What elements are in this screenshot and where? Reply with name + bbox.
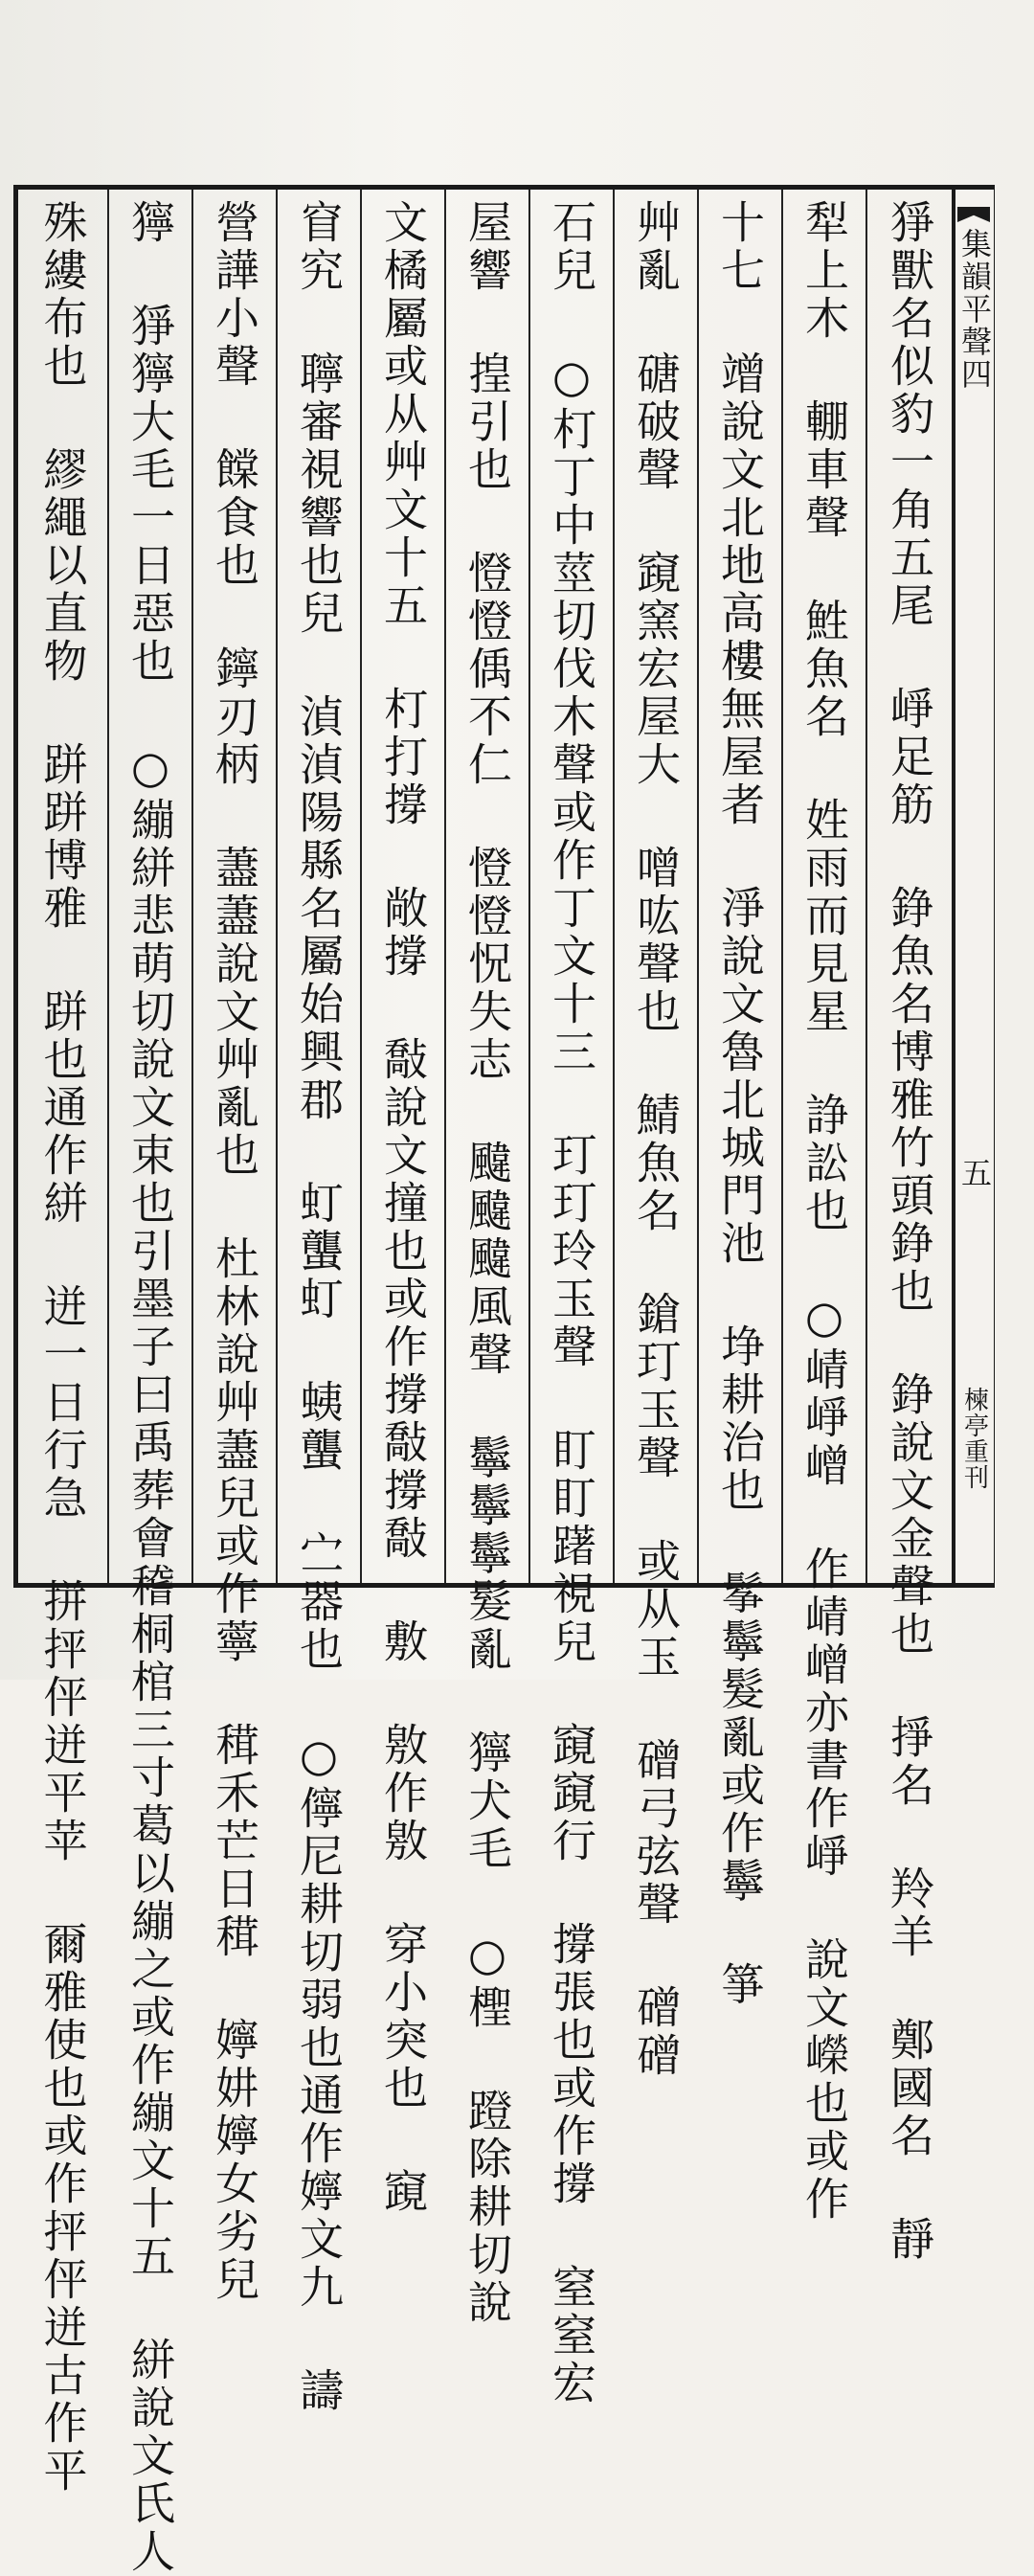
center-margin-column xyxy=(952,190,994,1583)
text-frame xyxy=(13,185,995,2576)
column-text: 營譁小聲 饓食也 鑏刃柄 藎藎說文艸亂也 杜林說艸藎兒或作薴 穁禾芒日穁 嬣妌嬣女劣兒 xyxy=(209,199,260,2304)
column-text: 文橘屬或从艸文十五 朾打撐 敞撐 敽說文撞也或作撐敽撐敽 敷 敫作敫 穿小突也 竀 xyxy=(377,199,429,2216)
column-text: 艸亂 磄破聲 竀窯宏屋大 噌吰聲也 鯖魚名 鎗玎玉聲 或从玉 磳弓弦聲 磳磳 xyxy=(630,199,682,2080)
text-column-8 xyxy=(276,190,360,2415)
column-text: 獰 猙獰大毛一日惡也 ○繃絣悲萌切說文束也引墨子曰禹葬會稽桐棺三寸葛以繃之或作繃文十五 絣說文氏人 xyxy=(124,199,176,2576)
column-text: 犁上木 輣車聲 鮏魚名 姓雨而見星 諍訟也 ○崝崢嶒 作崝嶒亦書作崢 說文嶸也或作 xyxy=(798,199,850,2224)
column-text: 殊縷布也 繆繩以直物 跰跰博雅 跰也通作絣 迸一日行急 拼抨伻迸平苹 爾雅使也或作抨伻迸古作平 xyxy=(36,199,89,2496)
column-text: 十七 竲說文北地高樓無屋者 淨說文魯北城門池 埩耕治也 鬇鬡髮亂或作鬡 箏 xyxy=(714,199,766,2009)
text-column-4 xyxy=(613,190,697,2080)
fish-tail-mark-icon xyxy=(957,207,990,222)
column-text: 猙獸名似豹一角五尾 崢足筋 錚魚名博雅竹頭錚也 錚說文金聲也 掙名 羚羊 鄭國名 靜 xyxy=(884,199,935,2264)
column-text: 石兒 ○朾丁中莖切伐木聲或作丁文十三 玎玎玲玉聲 盯盯躇視兒 竀竀行 撐張也或作撐 窒窒宏 xyxy=(546,199,597,2407)
page-number: 五 xyxy=(956,1157,993,1187)
text-column-5 xyxy=(528,190,613,2407)
text-column-9 xyxy=(191,190,276,2304)
text-column-7 xyxy=(360,190,444,2216)
text-column-6 xyxy=(444,190,528,2327)
text-column-2 xyxy=(781,190,865,2224)
column-text: 窅究 聹審視響也兒 湞湞陽縣名屬始興郡 虰蠪虰 蛦蠪 㝉器也 ○儜尼耕切弱也通作嬣文九 譸 xyxy=(293,199,345,2415)
book-title: 集韻平聲四 xyxy=(956,228,993,391)
text-column-11 xyxy=(18,190,107,2496)
edition-mark: 楝亭重刊 xyxy=(959,1387,989,1490)
text-column-1 xyxy=(865,190,952,2264)
text-column-3 xyxy=(697,190,781,2009)
text-column-10 xyxy=(107,190,191,2576)
column-text: 屋響 揘引也 憕憕偊不仁 憕憕怳失志 颹颹颹風聲 鬡鬡鬡髮亂 獰犬毛 ○檉 蹬除耕切說 xyxy=(461,199,513,2327)
